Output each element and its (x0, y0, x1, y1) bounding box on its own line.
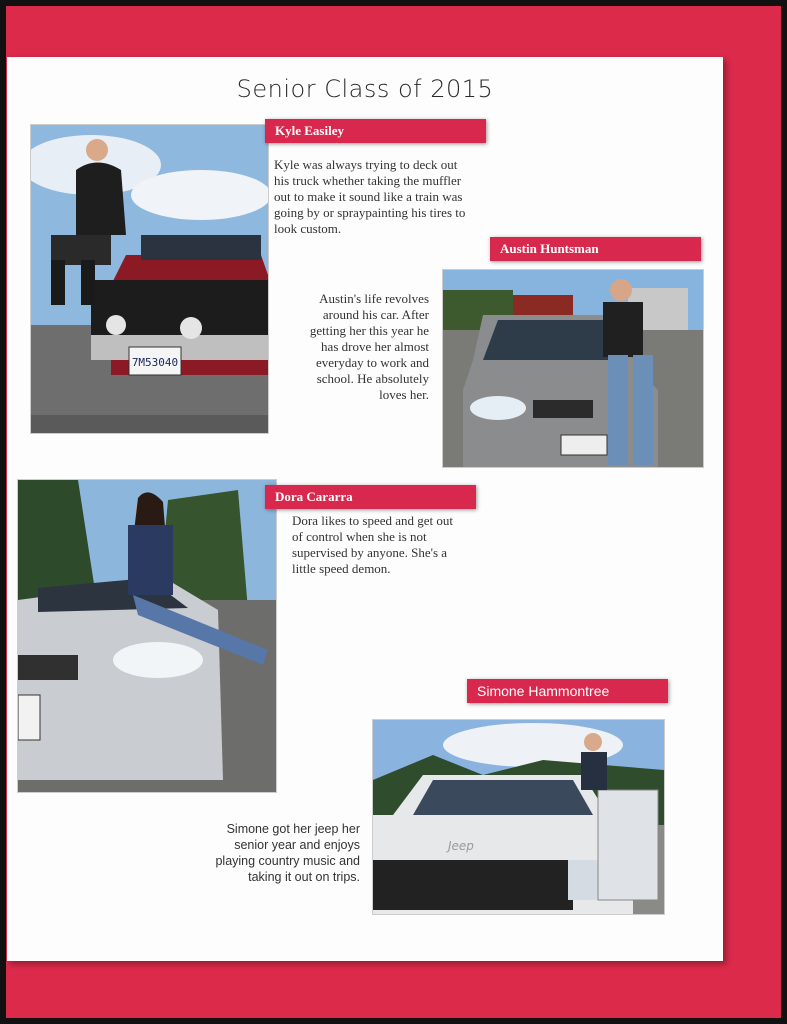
kyle-truck-photo (30, 124, 269, 434)
austin-car-photo (442, 269, 704, 468)
dora-car-photo (17, 479, 277, 793)
caption-kyle: Kyle was always trying to deck out his truck whether taking the muffler out to make it sound like a train was going by or spraypainting his tires to look custom. (274, 157, 466, 236)
name-banner-simone: Simone Hammontree (467, 679, 668, 703)
name-banner-kyle: Kyle Easiley (265, 119, 486, 143)
yearbook-page (7, 57, 723, 961)
caption-simone: Simone got her jeep her senior year and enjoys playing country music and taking it out on trips. (215, 822, 360, 884)
license-plate-text: 7M53040 (131, 356, 179, 369)
name-banner-austin: Austin Huntsman (490, 237, 701, 261)
name-banner-dora: Dora Cararra (265, 485, 476, 509)
caption-austin: Austin's life revolves around his car. After getting her this year he has drove her almost everyday to work and school. He absolutely loves her. (309, 291, 429, 402)
caption-dora: Dora likes to speed and get out of control when she is not supervised by anyone. She's a little speed demon. (292, 513, 454, 576)
simone-jeep-photo (372, 719, 665, 915)
page-title: Senior Class of 2015 (236, 75, 494, 103)
jeep-badge-text: Jeep (448, 839, 474, 853)
